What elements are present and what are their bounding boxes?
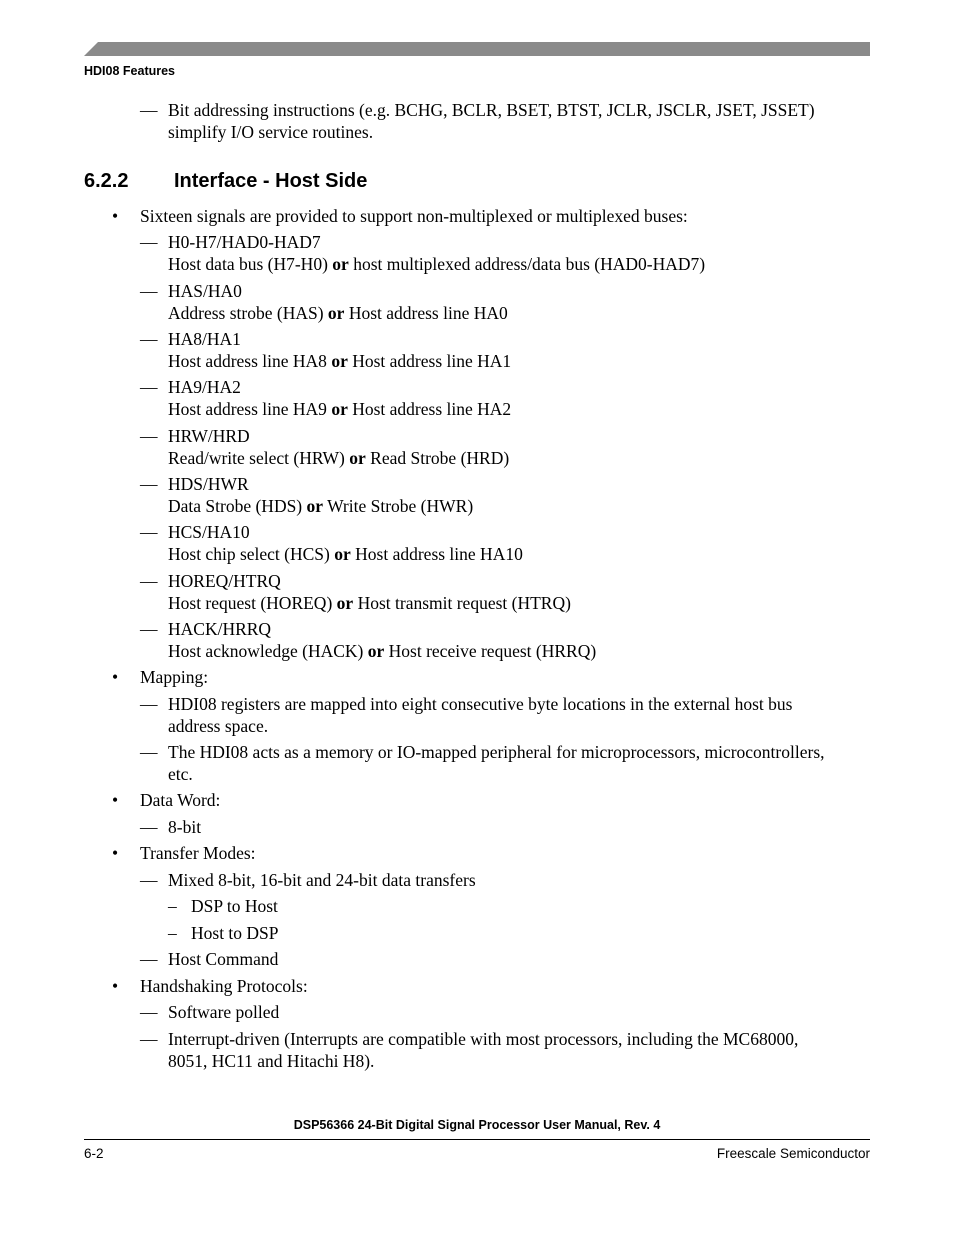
item-text: Host Command (168, 949, 279, 969)
signal-description: Host chip select (HCS) or Host address line HA10 (168, 544, 523, 564)
dash-marker: — (140, 817, 158, 837)
signal-name: HCS/HA10 (168, 522, 250, 542)
dash-marker: — (140, 619, 158, 639)
dash-marker: — (140, 426, 158, 446)
dash-marker: — (140, 742, 158, 762)
dash-marker: — (140, 571, 158, 591)
signal-description: Read/write select (HRW) or Read Strobe (HRD) (168, 448, 510, 468)
en-dash-marker: – (168, 923, 177, 943)
bullet-marker: • (112, 206, 119, 226)
signal-description: Host address line HA8 or Host address line HA1 (168, 351, 512, 371)
item-text: etc. (168, 764, 193, 784)
signal-name: HA9/HA2 (168, 377, 241, 397)
bullet-text: Transfer Modes: (140, 843, 256, 863)
footer-title: DSP56366 24-Bit Digital Signal Processor User Manual, Rev. 4 (293, 1118, 661, 1132)
item-text: Mixed 8-bit, 16-bit and 24-bit data transfers (168, 870, 476, 890)
item-text: 8051, HC11 and Hitachi H8). (168, 1051, 375, 1071)
dash-marker: — (140, 1002, 158, 1022)
signal-description: Host acknowledge (HACK) or Host receive request (HRRQ) (168, 641, 597, 661)
header-bar (84, 42, 870, 56)
item-text: DSP to Host (191, 896, 278, 916)
signal-name: HA8/HA1 (168, 329, 241, 349)
bullet-text: Handshaking Protocols: (140, 976, 308, 996)
item-text: Bit addressing instructions (e.g. BCHG, BCLR, BSET, BTST, JCLR, JSCLR, JSET, JSSET) (168, 100, 815, 120)
bullet-text: Mapping: (140, 667, 209, 687)
signal-name: HRW/HRD (168, 426, 250, 446)
item-text: Software polled (168, 1002, 280, 1022)
section-title: Interface - Host Side (174, 170, 368, 192)
bullet-text: Sixteen signals are provided to support non-multiplexed or multiplexed buses: (140, 206, 688, 226)
item-text: Host to DSP (191, 923, 279, 943)
signal-name: H0-H7/HAD0-HAD7 (168, 232, 321, 252)
dash-marker: — (140, 870, 158, 890)
running-header: HDI08 Features (84, 64, 176, 78)
signal-name: HDS/HWR (168, 474, 249, 494)
dash-marker: — (140, 694, 158, 714)
dash-marker: — (140, 522, 158, 542)
dash-marker: — (140, 100, 158, 120)
signal-name: HACK/HRRQ (168, 619, 272, 639)
signal-description: Host request (HOREQ) or Host transmit request (HTRQ) (168, 593, 571, 613)
item-text: 8-bit (168, 817, 202, 837)
page-number: 6-2 (84, 1146, 104, 1161)
dash-marker: — (140, 474, 158, 494)
bullet-text: Data Word: (140, 790, 221, 810)
dash-marker: — (140, 329, 158, 349)
item-text: address space. (168, 716, 269, 736)
signal-description: Host data bus (H7-H0) or host multiplexed address/data bus (HAD0-HAD7) (168, 254, 706, 274)
signal-description: Data Strobe (HDS) or Write Strobe (HWR) (168, 496, 474, 516)
dash-marker: — (140, 232, 158, 252)
company-name: Freescale Semiconductor (716, 1146, 870, 1161)
bullet-marker: • (112, 790, 119, 810)
item-text: HDI08 registers are mapped into eight consecutive byte locations in the external host bus (168, 694, 793, 714)
bullet-marker: • (112, 976, 119, 996)
section-number: 6.2.2 (84, 170, 129, 192)
dash-marker: — (140, 281, 158, 301)
signal-description: Address strobe (HAS) or Host address line HA0 (168, 303, 508, 323)
dash-marker: — (140, 1029, 158, 1049)
signal-description: Host address line HA9 or Host address line HA2 (168, 399, 512, 419)
bullet-marker: • (112, 843, 119, 863)
item-text: The HDI08 acts as a memory or IO-mapped peripheral for microprocessors, microcontrollers, (168, 742, 825, 762)
item-text: Interrupt-driven (Interrupts are compatible with most processors, including the MC68000, (168, 1029, 799, 1049)
item-text: simplify I/O service routines. (168, 122, 374, 142)
signal-name: HOREQ/HTRQ (168, 571, 281, 591)
dash-marker: — (140, 949, 158, 969)
bullet-marker: • (112, 667, 119, 687)
signal-name: HAS/HA0 (168, 281, 242, 301)
dash-marker: — (140, 377, 158, 397)
footer-divider (84, 1139, 870, 1140)
en-dash-marker: – (168, 896, 177, 916)
